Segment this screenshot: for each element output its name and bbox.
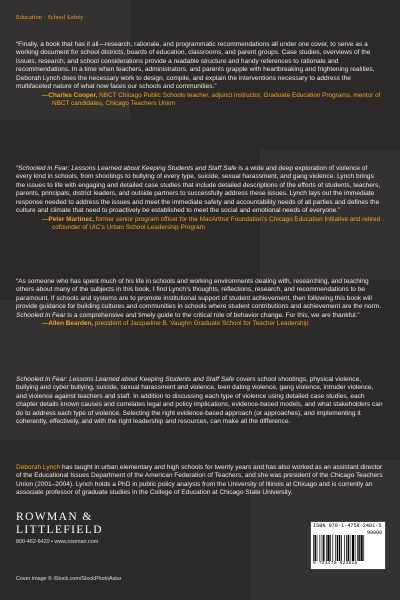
endorsement-3-text <box>16 278 384 320</box>
endorsement-2-text <box>16 165 384 216</box>
endorsement-2 <box>16 165 384 232</box>
barcode <box>310 521 386 570</box>
author-bio <box>16 464 384 498</box>
publisher-logo-line-2: LITTLEFIELD <box>16 524 103 536</box>
endorser-name: —Allen Bearden, <box>42 320 94 328</box>
endorser-affiliation: NBCT Chicago Public Schools teacher, adjunct instructor, Graduate Education Programs, mentor of NBCT candidates, Chicago Teachers Union <box>52 91 381 108</box>
endorsement-3-body: “As someone who has spent much of his life in schools and working environments dealing with, researching, and teaching others about many of the subjects in this book, I find Lynch’s thoughts, reflections, research, and recommendations to be paramount. If schools and systems are to promote institutional support of student achievement, then following this book will provide guidance for building cultures and communities in schools where student contributions and achievement are the norm. <box>16 278 382 311</box>
barcode-bars <box>313 535 382 561</box>
book-title-italic: “Schooled in Fear: Lessons Learned about Keeping Students and Staff Safe <box>16 165 237 172</box>
publisher-logo-line-1: ROWMAN & <box>16 511 93 523</box>
price-code: 90000 <box>366 530 382 536</box>
endorsement-1-attribution <box>16 92 384 109</box>
endorsement-1-text: “Finally, a book that has it all—research, rationale, and programmatic recommendations all under one cover, to serve as a working document for school districts, boards of education, classrooms, and parent groups. Case studies, overviews of the issues, research, and school considerations provide a readable structure and handy references to rationale and recommendations. In a time when teachers, administrators, and parents grapple with heartbreaking and frightening realities, Deborah Lynch does the necessary work to design, compile, and explain the interventions necessary to address the multifaceted nature of what now faces our schools and communities.” <box>16 41 375 91</box>
isbn-label: ISBN 978-1-4758-2481-5 <box>313 523 382 529</box>
book-description <box>16 376 384 427</box>
endorsement-1 <box>16 41 384 108</box>
endorser-name: —Charles Cooper, <box>42 91 98 99</box>
author-bio-text <box>16 464 384 498</box>
publisher-logo <box>16 511 103 537</box>
endorsement-2-body: is a wide and deep exploration of violence of every kind in schools, from shootings to bullying of every type, suicide, sexual harassment, and gang violence. Lynch brings the issues to life with engaging and detailed case studies that include detailed descriptions of the efforts of students, teachers, parents, principals, district leaders, and outside partners to successfully address these issues. Lynch lays out the immediate response needed to address the issues and meet the immediate safety and accountability needs of all parties and defines the culture and climate that need to proactively be established to meet the social and emotional needs of everyone.” <box>16 165 381 215</box>
ean-number: 9 781475 824815 <box>313 561 358 566</box>
endorsement-3 <box>16 278 384 329</box>
endorser-affiliation: former senior program officer for the MacArthur Foundation’s Chicago Education Initiative and retired cofounder of UIC’s Urban School Leadership Program <box>52 215 381 232</box>
cover-image-credit: Cover image © iStock.com/StockPhotoAstur <box>16 576 122 582</box>
author-bio-body: has taught in urban elementary and high schools for twenty years and has also worked as an assistant director of the Educational Issues Department of the American Federation of Teachers, and she was president of the Chicago Teachers Union (2001–2004). Lynch holds a PhD in public policy analysis from the University of Illinois at Chicago and is currently an associate professor of graduate studies in the College of Education at Chicago State University. <box>16 464 383 497</box>
category-label: Education · School Safety <box>16 14 84 21</box>
book-title-italic: Schooled in Fear <box>16 311 66 319</box>
description-text <box>16 376 384 427</box>
endorser-affiliation: president of Jacqueline B. Vaughn Graduate School for Teacher Leadership <box>93 320 309 328</box>
book-title-italic: Schooled in Fear: Lessons Learned about Keeping Students and Staff Safe <box>16 376 235 383</box>
endorser-name: —Peter Martinez, <box>42 215 94 223</box>
endorsement-3-body-end: is a comprehensive and timely guide to the critical role of behavior change. For this, we are thankful.” <box>65 311 360 319</box>
author-name: Deborah Lynch <box>16 464 61 471</box>
endorsement-2-attribution <box>16 216 384 233</box>
endorsement-3-attribution <box>16 320 384 328</box>
publisher-contact: 800-462-6420 • www.rowman.com <box>16 539 99 545</box>
description-body: covers school shootings, physical violence, bullying and cyber bullying, suicide, sexual harassment and violence, teen dating violence, gang violence, intruder violence, and violence against teachers and staff. In addition to discussing each type of violence using detailed case studies, each chapter details known causes and correlates legal and policy implications, evidence-based models, and what stakeholders can do to address each type of violence. Selecting the right evidence-based approach (or approaches), and implementing it coherently, effectively, and with the right leadership and resources, can make all the difference. <box>16 376 383 426</box>
